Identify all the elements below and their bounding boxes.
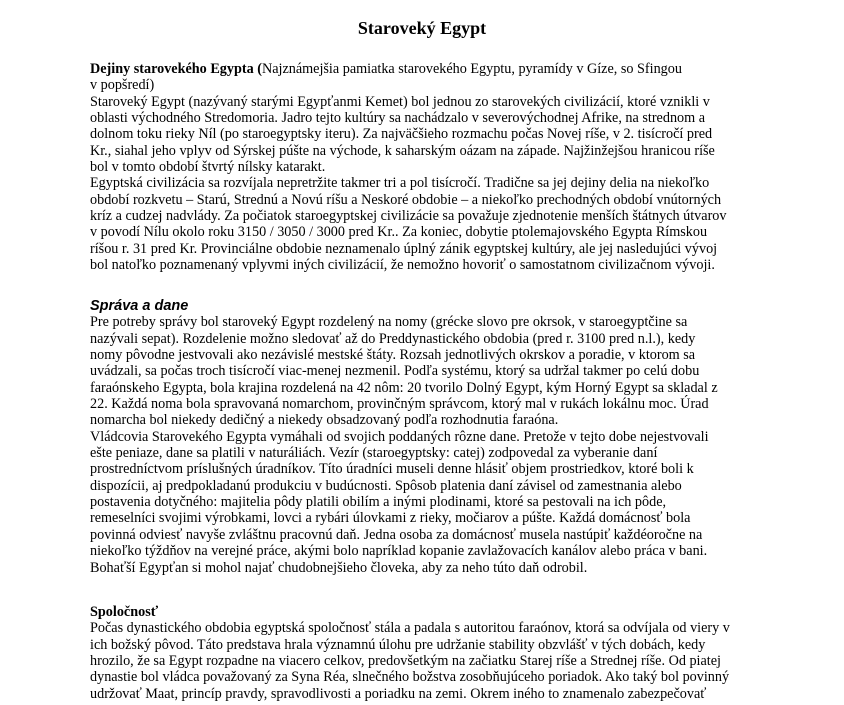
section-society <box>90 604 760 702</box>
text-line: prostredníctvom príslušných úradníkov. Títo úradníci museli denne hlásiť objem prostriedkov, ktoré boli k <box>90 461 694 478</box>
text-line: Pre potreby správy bol staroveký Egypt rozdelený na nomy (grécke slovo pre okrsok, v staroegyptčine sa <box>90 314 688 331</box>
text-line: uvádzali, sa počas troch tisícročí viac-menej nezmenil. Podľa systému, ktorý sa udržal takmer po celú dobu <box>90 363 700 380</box>
text-line: ich božský pôvod. Táto predstava hrala významnú úlohu pre udržanie stability obzvlášť v tých dobách, kedy <box>90 636 706 653</box>
text-line: bol v tomto období štvrtý nílsky katarakt. <box>90 159 326 176</box>
text-line: nomarcha bol niekedy dedičný a niekedy obsadzovaný podľa rozhodnutia faraóna. <box>90 412 559 429</box>
text-line: nazývali sepat). Rozdelenie možno sledovať až do Preddynastického obdobia (pred r. 3100 pred n.l.), kedy <box>90 330 696 347</box>
text-line: udržovať Maat, princíp pravdy, spravodlivosti a poriadku na zemi. Okrem iného to znamenalo zabezpečovať <box>90 685 707 702</box>
section-administration-heading: Správa a dane <box>90 298 189 314</box>
text-line: ríšou r. 31 pred Kr. Provinciálne obdobie neznamenalo úplný zánik egyptskej kultúry, ale jej nasledujúci vývoj <box>90 240 718 257</box>
text-line: Vládcovia Starovekého Egypta vymáhali od svojich poddaných rôzne dane. Pretože v tejto dobe nejestvovali <box>90 428 709 445</box>
text-line: dolnom toku rieky Níl (po staroegyptsky iteru). Za najväčšieho rozmachu počas Novej ríše, v 2. tisícročí pred <box>90 126 713 143</box>
text-line: faraónskeho Egypta, bola krajina rozdelená na 42 nôm: 20 tvorilo Dolný Egypt, kým Horný Egypt sa skladal z <box>90 379 718 396</box>
section-society-heading: Spoločnosť <box>90 604 159 620</box>
section-history-paragraphs <box>90 94 760 274</box>
section-history <box>90 61 760 273</box>
section-administration <box>90 298 760 576</box>
text-line: niekoľko týždňov na verejné práce, akými bolo napríklad kopanie zavlažovacích kanálov alebo práca v bani. <box>90 543 708 560</box>
heading-caption-line2: v popšredí) <box>90 77 155 94</box>
section-history-heading <box>90 61 760 77</box>
text-line: kríz a cudzej nadvlády. Za počiatok staroegyptskej civilizácie sa považuje zjednotenie menších štátnych útvarov <box>90 208 727 225</box>
section-administration-paragraphs <box>90 314 760 576</box>
text-line: povinná odviesť navyše zvláštnu pracovnú daň. Jedna osoba za domácnosť musela nastúpiť každéoročne na <box>90 526 703 543</box>
text-line: dispozícii, aj predpokladanú produkciu v budúcnosti. Spôsob platenia daní závisel od zamestnania alebo <box>90 477 682 494</box>
text-line: v povodí Nílu okolo roku 3150 / 3050 / 3000 pred Kr.. Za koniec, dobytie ptolemajovského Egypta Rímskou <box>90 224 708 241</box>
text-line: postavenia dotyčného: majitelia pôdy platili obilím a inými plodinami, ktoré sa pestovali na ich pôde, <box>90 494 667 511</box>
document-title: Staroveký Egypt <box>357 18 487 38</box>
heading-bold-part: Dejiny starovekého Egypta ( <box>90 61 262 77</box>
text-line: nomy pôvodne jestvovali ako nezávislé mestské štáty. Rozsah jednotlivých okrskov a poradie, v ktorom sa <box>90 347 696 364</box>
text-line: 22. Každá noma bola spravovaná nomarchom, provinčným správcom, ktorý mal v rukách lokálnu moc. Úrad <box>90 396 709 413</box>
text-line: dynastie bol vládca považovaný za Syna Réa, slnečného božstva zosobňujúceho poriadok. Ako taký bol povinný <box>90 669 730 686</box>
text-line: remeselníci svojimi výrobkami, lovci a rybári úlovkami z rieky, močiarov a púšte. Každá domácnosť bola <box>90 510 691 527</box>
text-line: Počas dynastického obdobia egyptská spoločnosť stála a padala s autoritou faraónov, ktorá sa odvíjala od viery v <box>90 620 730 637</box>
section-society-paragraphs <box>90 620 760 702</box>
text-line: hrozilo, že sa Egypt rozpadne na viacero celkov, predovšetkým na začiatku Starej ríše a Strednej ríše. Od piatej <box>90 653 721 670</box>
text-line: bol natoľko poznamenaný vplyvmi iných civilizácií, že nemožno hovoriť o samostatnom civilizačnom vývoji. <box>90 257 715 274</box>
text-line: ešte peniaze, dane sa platili v naturáliách. Vezír (staroegyptsky: catej) zodpovedal za vyberanie daní <box>90 445 658 462</box>
text-line: Kr., siahal jeho vplyv od Sýrskej púšte na východe, k saharským oázam na západe. Najžinžejšou hranicou ríše <box>90 142 715 159</box>
text-line: období rozkvetu – Starú, Strednú a Novú ríšu a Neskoré obdobie – a niekoľko prechodných období vnútorných <box>90 191 722 208</box>
text-line: Bohaťší Egypťan si mohol najať chudobnejšieho človeka, aby za neho túto daň odrobil. <box>90 559 588 576</box>
text-line: Egyptská civilizácia sa rozvíjala nepretržite takmer tri a pol tisícročí. Tradične sa jej dejiny delia na niekoľko <box>90 175 710 192</box>
text-line: Staroveký Egypt (nazývaný starými Egypťanmi Kemet) bol jednou zo starovekých civilizácií, ktoré vznikli v <box>90 93 710 110</box>
text-line: oblasti východného Stredomoria. Jadro tejto kultúry sa nachádzalo v severovýchodnej Afrike, na strednom a <box>90 110 706 127</box>
heading-caption-part: Najznámejšia pamiatka starovekého Egyptu, pyramídy v Gíze, so Sfingou <box>261 61 682 77</box>
